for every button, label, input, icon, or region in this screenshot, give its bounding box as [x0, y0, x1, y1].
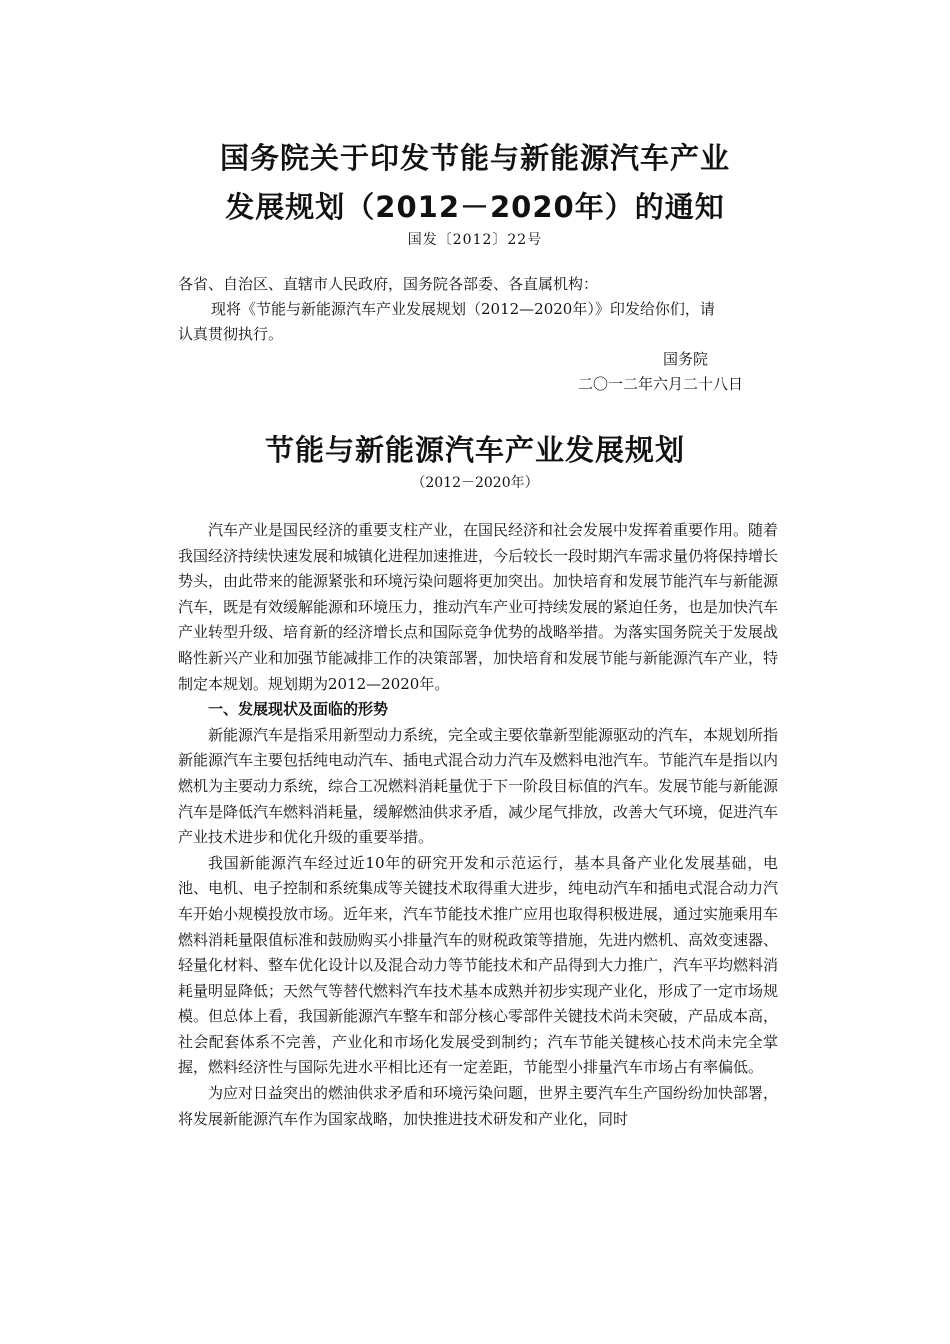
- section-heading: 一、发展现状及面临的形势: [208, 700, 389, 719]
- paragraph-2: 我国新能源汽车经过近10年的研究开发和示范运行，基本具备产业化发展基础，电池、电机、电子控制和系统集成等关键技术取得重大进步，纯电动汽车和插电式混合动力汽车开始小规模投放市场。近年来，汽车节能技术推广应用也取得积极进展，通过实施乘用车燃料消耗量限值标准和鼓励购买小排量汽车的财税政策等措施，先进内燃机、高效变速器、轻量化材料、整车优化设计以及混合动力等节能技术和产品得到大力推广，汽车平均燃料消耗量明显降低；天然气等替代燃料汽车技术基本成熟并初步实现产业化，形成了一定市场规模。但总体上看，我国新能源汽车整车和部分核心零部件关键技术尚未突破，产品成本高，社会配套体系不完善，产业化和市场化发展受到制约；汽车节能关键核心技术尚未完全掌握，燃料经济性与国际先进水平相比还有一定差距，节能型小排量汽车市场占有率偏低。: [178, 853, 779, 1077]
- issuer: 国务院: [663, 350, 709, 368]
- paragraph-3: 为应对日益突出的燃油供求矛盾和环境污染问题，世界主要汽车生产国纷纷加快部署，将发展新能源汽车作为国家战略，加快推进技术研发和产业化，同时: [178, 1084, 779, 1128]
- notice-body-line-1: 现将《节能与新能源汽车产业发展规划（2012—2020年）》印发给你们，请: [211, 300, 715, 318]
- notice-title-line-2: 发展规划（2012－2020年）的通知: [225, 190, 725, 224]
- plan-title: 节能与新能源汽车产业发展规划: [264, 433, 685, 467]
- paragraph-1: 新能源汽车是指采用新型动力系统，完全或主要依靠新型能源驱动的汽车，本规划所指新能源汽车主要包括纯电动汽车、插电式混合动力汽车及燃料电池汽车。节能汽车是指以内燃机为主要动力系统，综合工况燃料消耗量优于下一阶段目标值的汽车。发展节能与新能源汽车是降低汽车燃料消耗量，缓解燃油供求矛盾，减少尾气排放，改善大气环境，促进汽车产业技术进步和优化升级的重要举措。: [178, 725, 779, 847]
- addressees: 各省、自治区、直辖市人民政府，国务院各部委、各直属机构：: [178, 275, 599, 293]
- plan-body: [178, 518, 778, 1132]
- notice-title-line-1: 国务院关于印发节能与新能源汽车产业: [219, 141, 730, 175]
- notice-body-line-2: 认真贯彻执行。: [178, 325, 284, 343]
- intro-paragraph: 汽车产业是国民经济的重要支柱产业，在国民经济和社会发展中发挥着重要作用。随着我国经济持续快速发展和城镇化进程加速推进，今后较长一段时期汽车需求量仍将保持增长势头，由此带来的能源紧张和环境污染问题将更加突出。加快培育和发展节能汽车与新能源汽车，既是有效缓解能源和环境压力，推动汽车产业可持续发展的紧迫任务，也是加快汽车产业转型升级、培育新的经济增长点和国际竞争优势的战略举措。为落实国务院关于发展战略性新兴产业和加强节能减排工作的决策部署，加快培育和发展节能与新能源汽车产业，特制定本规划。规划期为2012—2020年。: [178, 521, 779, 693]
- plan-period: （2012－2020年）: [411, 475, 539, 491]
- issue-date: 二〇一二年六月二十八日: [578, 375, 744, 393]
- document-number: 国发〔2012〕22号: [407, 232, 543, 248]
